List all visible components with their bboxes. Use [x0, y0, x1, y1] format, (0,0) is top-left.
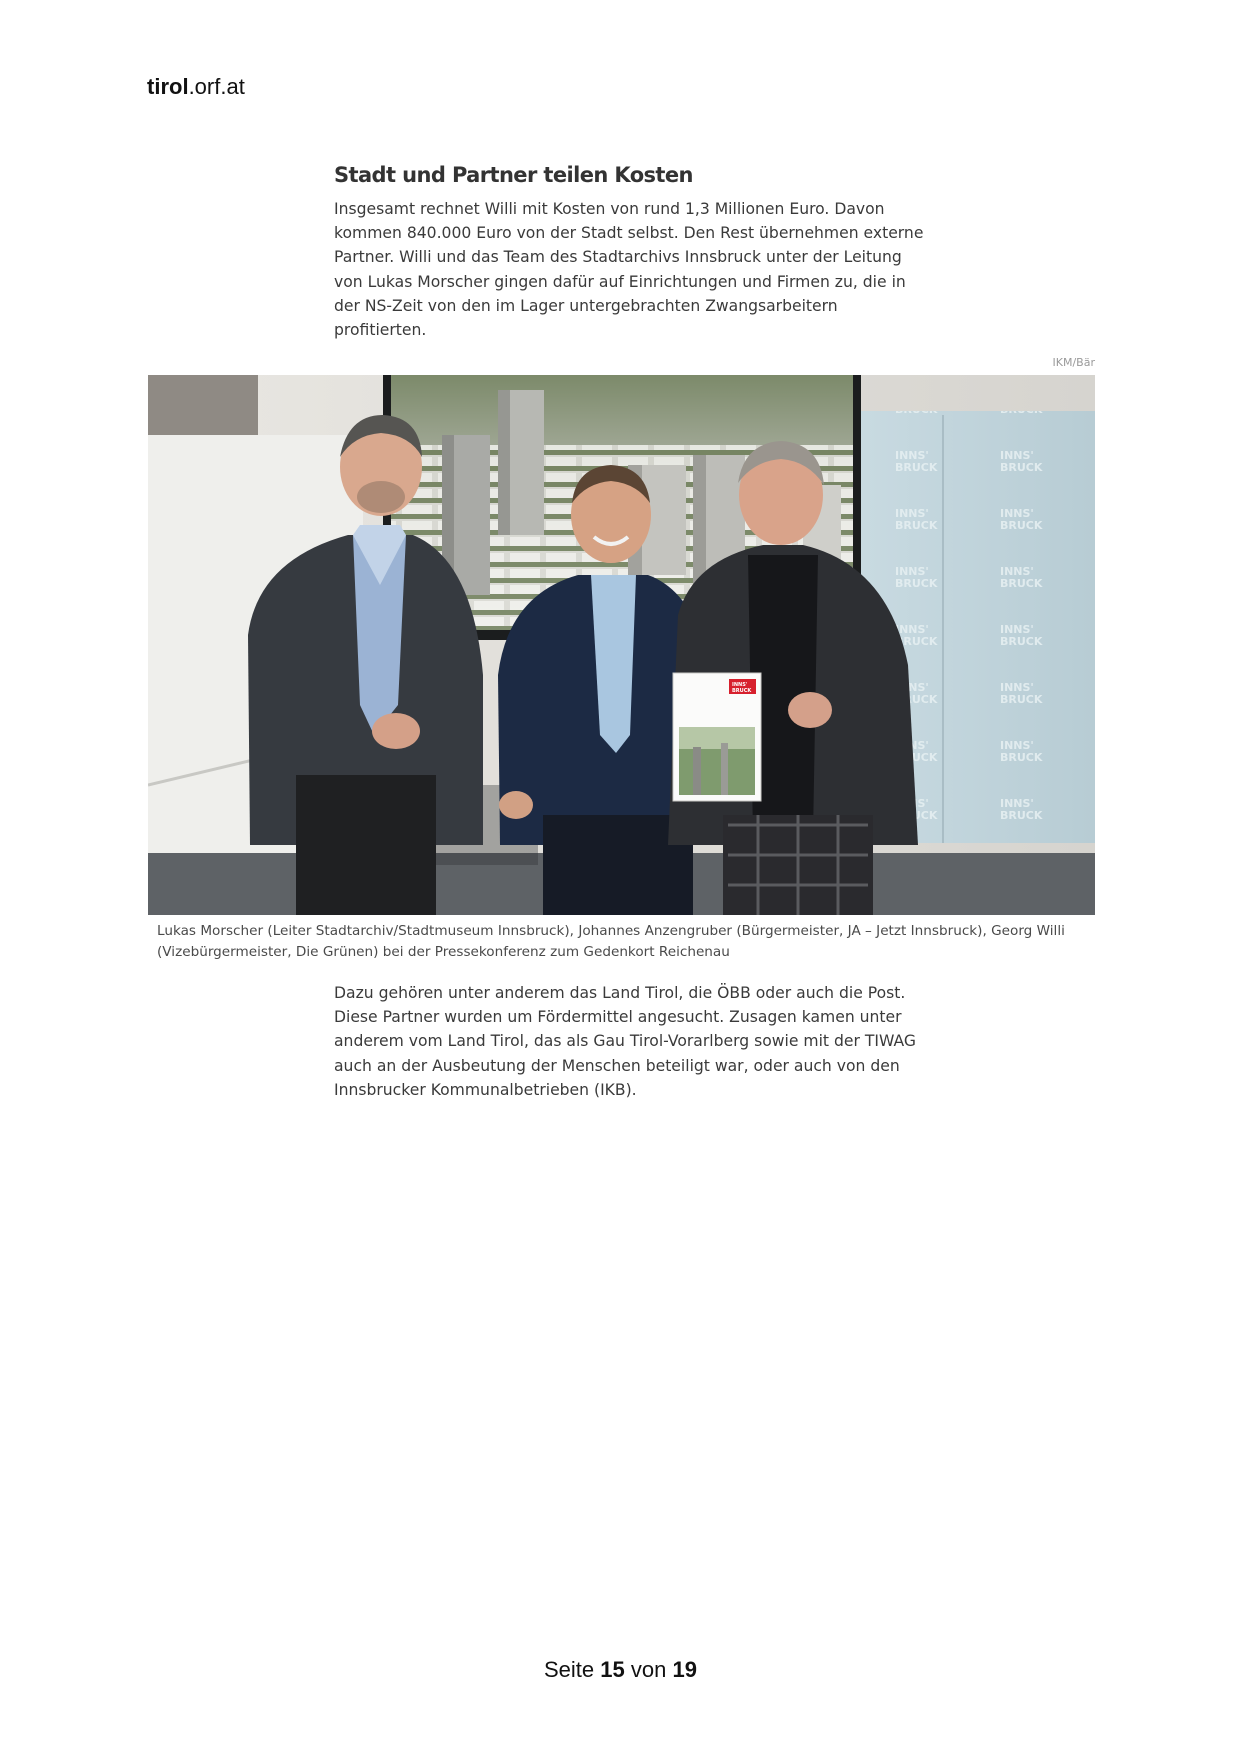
- section-heading: Stadt und Partner teilen Kosten: [334, 163, 693, 187]
- photo-caption: Lukas Morscher (Leiter Stadtarchiv/Stadtmuseum Innsbruck), Johannes Anzengruber (Bürgermeister, JA – Jetzt Innsbruck), Georg Willi (Vizebürgermeister, Die Grünen) bei der Pressekonferenz zum Gedenkort Reichenau: [157, 923, 1065, 960]
- article-paragraph-1: Insgesamt rechnet Willi mit Kosten von rund 1,3 Millionen Euro. Davon kommen 840.000 Euro von der Stadt selbst. Den Rest übernehmen externe Partner. Willi und das Team des Stadtarchivs Innsbruck unter der Leitung von Lukas Morscher gingen dafür auf Einrichtungen und Firmen zu, die in der NS-Zeit von den im Lager untergebrachten Zwangsarbeitern profitierten.: [334, 200, 924, 340]
- article-paragraph-2: Dazu gehören unter anderem das Land Tirol, die ÖBB oder auch die Post. Diese Partner wurden um Fördermittel angesucht. Zusagen kamen unter anderem vom Land Tirol, das als Gau Tirol-Vorarlberg sowie mit der TIWAG auch an der Ausbeutung der Menschen beteiligt war, oder auch von den Innsbrucker Kommunalbetrieben (IKB).: [334, 984, 916, 1099]
- press-conference-photo: [148, 375, 1095, 915]
- brochure-logo-line1: INNS': [732, 682, 748, 688]
- page-number: [0, 1657, 1241, 1683]
- brochure-logo-line2: BRUCK: [732, 688, 752, 694]
- site-name-domain: .orf.at: [188, 74, 245, 99]
- window-frame: [148, 375, 258, 445]
- site-logo-text[interactable]: [147, 74, 245, 100]
- page-number-total: 19: [672, 1657, 697, 1682]
- site-name-bold: tirol: [147, 74, 189, 99]
- page-number-prefix: Seite: [544, 1657, 595, 1682]
- brochure: [673, 673, 761, 801]
- page-number-separator: von: [630, 1657, 667, 1682]
- page-number-current: 15: [600, 1657, 625, 1682]
- photo-credit: IKM/Bär: [1052, 356, 1095, 369]
